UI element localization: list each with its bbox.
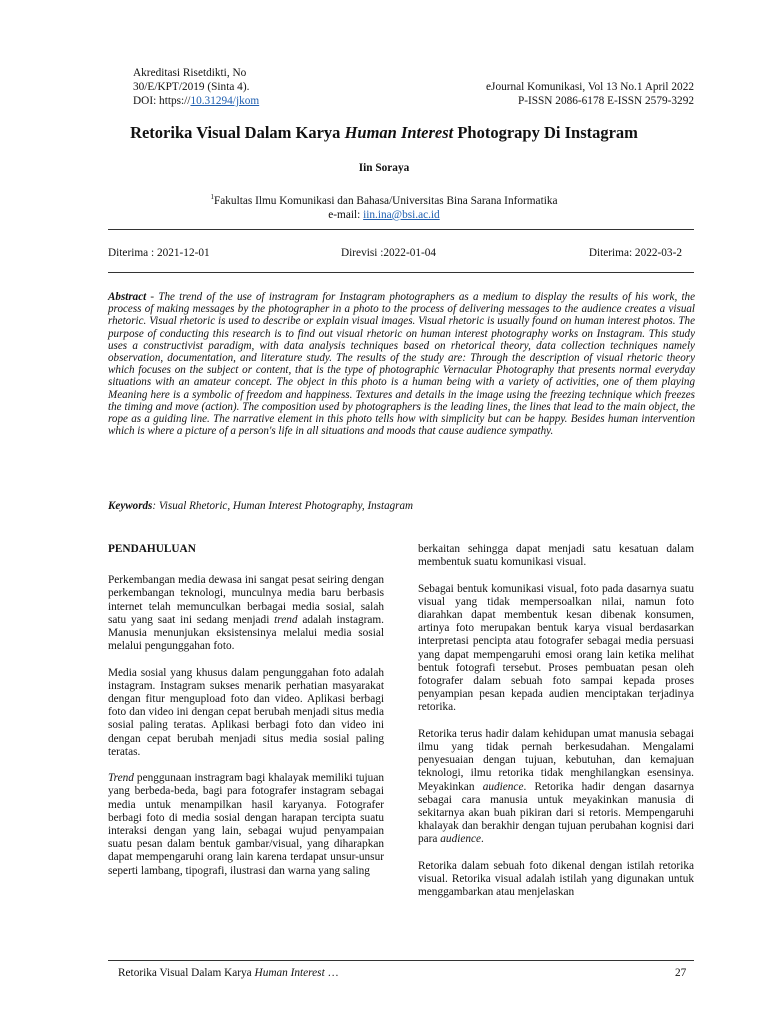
abstract-text: - The trend of the use of instragram for Instagram photographers as a medium to display the results of his work, the process of making messages by the photographer in a photo to the process of delivering messages to the audience creates a visual rhetoric. Visual rhetoric is used to describe or explain visual images. Visual rhetoric is usually found on human interest photos. The purpose of conducting this research is to find out visual rhetoric on human interest photography works on Instagram. This study uses a constructivist paradigm, with data analysis techniques based on rhetorical theory, data collection techniques namely observation, documentation, and literature study. The results of the study are: Through the description of visual rhetoric theory which focuses on the subject or content, that is the type of photographic Vernacular Photography that presents normal everyday situations with an amateur concept. The object in this photo is a human being with a variety of activities, one of them playing Meaning here is a symbolic of freedom and happiness. Textures and details in the image using the freezing technique which freezes the timing and move (action). The composition used by photographers is the leading lines, the lines that lead to the main object, the rope as a guiding line. The narrative element in this photo tells how with simplicity but can be happy. Besides human intervention which is where a picture of a person's life in all situations and moods that cause audience sympathy. bbox=[108, 291, 695, 438]
footer-ellipsis: … bbox=[324, 967, 339, 979]
date-accepted: Diterima: 2022-03-2 bbox=[588, 247, 682, 259]
email-link[interactable]: iin.ina@bsi.ac.id bbox=[363, 208, 440, 221]
text-run: . bbox=[481, 833, 484, 846]
paragraph: Retorika dalam sebuah foto dikenal dengan istilah retorika visual. Retorika visual adalah istilah yang digunakan untuk menggambarkan atau menjelaskan bbox=[418, 859, 694, 899]
date-received: Diterima : 2021-12-01 bbox=[108, 247, 210, 259]
text-run: adalah instagram. Manusia menunjukan eksistensinya melalui media sosial melalui pengunggahan foto. bbox=[108, 613, 385, 653]
doi-link[interactable]: 10.31294/jkom bbox=[190, 95, 260, 107]
journal-line: eJournal Komunikasi, Vol 13 No.1 April 2022 bbox=[486, 81, 694, 93]
abstract bbox=[108, 291, 695, 437]
paragraph: berkaitan sehingga dapat menjadi satu kesatuan dalam membentuk suatu komunikasi visual. bbox=[418, 543, 694, 569]
text-run-italic: trend bbox=[274, 613, 298, 626]
text-run: . Retorika hadir dengan dasarnya sebagai cara manusia untuk meyakinkan manusia di sekitarnya akan buah pikiran dari si retoris. Mempengaruhi khalayak dan berakhir dengan tujuan perubahan kognisi dari para bbox=[418, 780, 695, 846]
text-run: penggunaan instragram bagi khalayak memiliki tujuan yang berbeda-beda, bagi para fotografer instagram sebagai media untuk menampilkan hasil karyanya. Fotografer berbagi foto di media sosial dengan harapan tercipta suatu interaksi dengan yang lain, sebagai wujud penyampaian suatu pesan dalam bentuk gambar/visual, yang diharapkan dapat mempengaruhi orang lain karena terdapat unsur-unsur seperti lambang, tipografi, ilustrasi dan warna yang saling bbox=[108, 772, 384, 877]
author-name: Iin Soraya bbox=[358, 162, 410, 174]
affiliation-sup: 1 bbox=[210, 193, 214, 201]
body-column-right bbox=[418, 543, 694, 913]
affiliation-block bbox=[0, 190, 768, 222]
accreditation-line-1: Akreditasi Risetdikti, No bbox=[133, 67, 247, 79]
section-heading: PENDAHULUAN bbox=[108, 543, 196, 555]
paragraph: Sebagai bentuk komunikasi visual, foto pada dasarnya suatu visual yang tidak mempersoalkan nilai, namun foto diarahkan dapat membentuk kesan dibenak konsumen, artinya foto merupakan bentuk karya visual berdasarkan interpretasi pencipta atau fotografer sebagai media persuasi yang dapat mempengaruhi emosi orang lain ketika melihat bentuk fotografi tersebut. Proses pembuatan pesan oleh fotografer dalam sebuah foto sampai kepada proses penyampian pesan kepada audien menciptakan terjadinya retorika. bbox=[418, 582, 694, 714]
footer-divider bbox=[108, 960, 694, 961]
paragraph bbox=[108, 772, 384, 878]
title-part-1: Retorika Visual Dalam Karya bbox=[130, 123, 345, 142]
accreditation-line-2: 30/E/KPT/2019 (Sinta 4). bbox=[133, 81, 250, 93]
affiliation-text: Fakultas Ilmu Komunikasi dan Bahasa/Universitas Bina Sarana Informatika bbox=[213, 194, 558, 207]
keywords-text: : Visual Rhetoric, Human Interest Photography, Instagram bbox=[152, 500, 414, 512]
footer-italic: Human Interest bbox=[254, 967, 325, 979]
issn-line: P-ISSN 2086-6178 E-ISSN 2579-3292 bbox=[517, 95, 694, 107]
divider-bottom bbox=[108, 272, 694, 273]
text-run: Perkembangan media dewasa ini sangat pesat seiring dengan perkembangan teknologi, munculnya media baru berbasis internet telah memunculkan berbagai media sosial, salah satu yang saat ini sedang menjadi bbox=[108, 574, 384, 626]
title-part-3: Photograpy Di Instagram bbox=[453, 123, 638, 142]
abstract-label: Abstract bbox=[108, 291, 147, 303]
header-accreditation bbox=[133, 66, 353, 108]
paper-title bbox=[0, 123, 768, 143]
text-run-italic: audience bbox=[482, 780, 524, 793]
paragraph bbox=[108, 574, 384, 653]
email-line bbox=[0, 208, 768, 222]
header-journal-info bbox=[486, 80, 694, 108]
email-label: e-mail: bbox=[328, 208, 364, 221]
date-revised: Direvisi :2022-01-04 bbox=[341, 247, 437, 259]
divider-top bbox=[108, 229, 694, 230]
keywords-label: Keywords bbox=[108, 500, 153, 512]
doi-line bbox=[133, 94, 353, 108]
paragraph: Media sosial yang khusus dalam pengunggahan foto adalah instagram. Instagram sukses menarik perhatian masyarakat dengan fitur mengupload foto dan video. Aplikasi berbagi foto dan video ini dengan cepat berubah menjadi situs media sosial paling teratas. Aplikasi berbagi foto dan video ini dengan cepat berubah menjadi situs media sosial paling teratas. bbox=[108, 666, 384, 758]
text-run: Retorika terus hadir dalam kehidupan umat manusia sebagai ilmu yang tidak pernah berkesudahan. Mengalami penyesuaian dengan tujuan, kebutuhan, dan kemajuan teknologi, ilmu retorika tidak menghilangkan esensinya. Meyakinkan bbox=[418, 727, 694, 793]
footer-text: Retorika Visual Dalam Karya bbox=[118, 967, 255, 979]
text-run-italic: Trend bbox=[108, 772, 134, 785]
body-column-left bbox=[108, 543, 384, 891]
page-number: 27 bbox=[675, 967, 687, 979]
text-run-italic: audience bbox=[440, 833, 482, 846]
affiliation-line bbox=[0, 190, 768, 208]
paragraph bbox=[418, 728, 694, 847]
title-part-italic: Human Interest bbox=[344, 123, 454, 142]
doi-prefix: DOI: https:// bbox=[133, 95, 191, 107]
keywords bbox=[108, 500, 695, 512]
footer-running-title bbox=[118, 967, 339, 979]
